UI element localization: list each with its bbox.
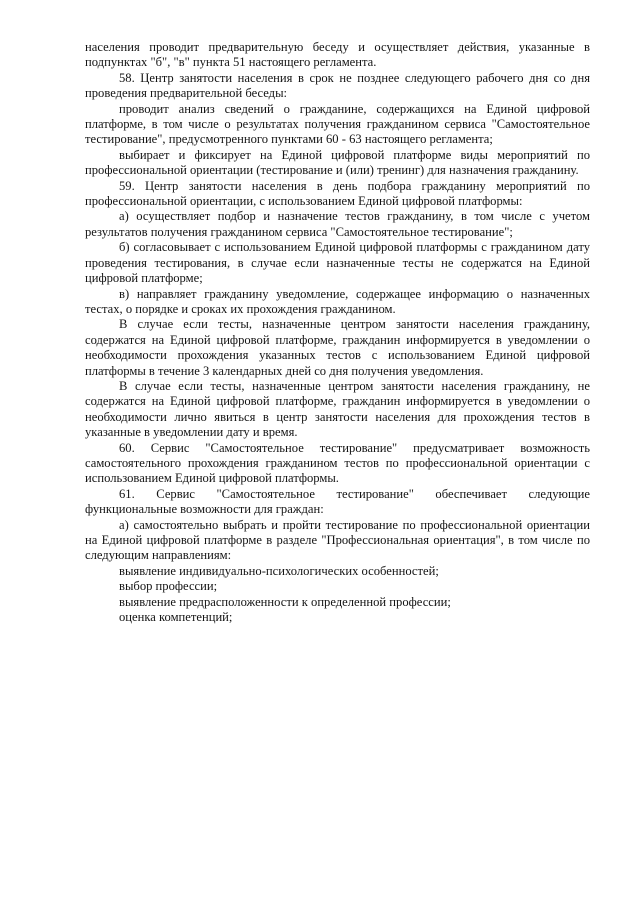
paragraph-61-a: а) самостоятельно выбрать и пройти тестирование по профессиональной ориентации на Единой цифровой платформе в разделе "Профессиональная ориентация", в том числе по следующим направлениям:	[85, 517, 590, 563]
paragraph-59-a: а) осуществляет подбор и назначение тестов гражданину, в том числе с учетом результатов получения гражданином сервиса "Самостоятельное тестирование";	[85, 209, 590, 239]
paragraph-58-selection: выбирает и фиксирует на Единой цифровой платформе виды мероприятий по профессиональной ориентации (тестирование и (или) тренинг) для назначения гражданину.	[85, 147, 590, 178]
list-item: выбор профессии;	[119, 579, 218, 594]
document-page	[85, 40, 590, 625]
paragraph-60: 60. Сервис "Самостоятельное тестирование" предусматривает возможность самостоятельного прохождения гражданином тестов по профессиональной ориентации с использованием Единой цифровой платформы.	[85, 440, 590, 486]
paragraph-59: 59. Центр занятости населения в день подбора гражданину мероприятий по профессиональной ориентации, с использованием Единой цифровой платформы:	[85, 178, 590, 209]
paragraph-58-analysis: проводит анализ сведений о гражданине, содержащихся на Единой цифровой платформе, в том числе о результатах получения гражданином сервиса "Самостоятельное тестирование", предусмотренного пунктами 60 - 63 настоящего регламента;	[85, 101, 590, 147]
list-item: выявление предрасположенности к определенной профессии;	[119, 594, 451, 609]
paragraph-58: 58. Центр занятости населения в срок не позднее следующего рабочего дня со дня проведения предварительной беседы:	[85, 70, 590, 101]
list-item: выявление индивидуально-психологических особенностей;	[119, 563, 439, 578]
paragraph-61: 61. Сервис "Самостоятельное тестирование" обеспечивает следующие функциональные возможности для граждан:	[85, 486, 590, 517]
paragraph-tests-on-platform: В случае если тесты, назначенные центром занятости населения гражданину, содержатся на Единой цифровой платформе, гражданин информируется в уведомлении о необходимости прохождения указанных тестов с использованием Единой цифровой платформы в течение 3 календарных дней со дня получения уведомления.	[85, 317, 590, 378]
paragraph-59-v: в) направляет гражданину уведомление, содержащее информацию о назначенных тестах, о порядке и сроках их прохождения гражданином.	[85, 286, 590, 316]
paragraph-continuation: населения проводит предварительную беседу и осуществляет действия, указанные в подпунктах "б", "в" пункта 51 настоящего регламента.	[85, 40, 590, 70]
paragraph-tests-not-on-platform: В случае если тесты, назначенные центром занятости населения гражданину, не содержатся на Единой цифровой платформе, гражданин информируется в уведомлении о необходимости лично явиться в центр занятости населения для прохождения тестов в указанные в уведомлении дату и время.	[85, 378, 590, 440]
paragraph-59-b: б) согласовывает с использованием Единой цифровой платформы с гражданином дату проведения тестирования, в случае если назначенные тесты не содержатся на Единой цифровой платформе;	[85, 240, 590, 286]
list-item: оценка компетенций;	[119, 610, 233, 625]
